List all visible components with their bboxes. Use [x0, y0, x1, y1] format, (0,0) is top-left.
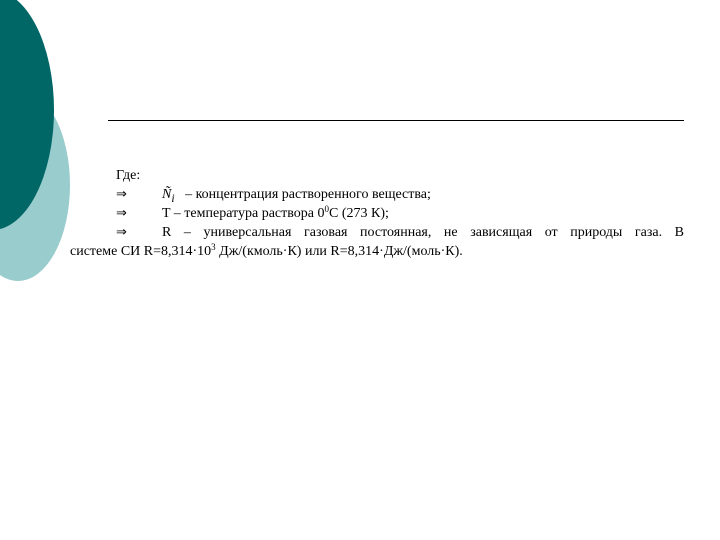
- concentration-symbol: Ñ: [162, 187, 172, 202]
- implies-arrow-icon: ⇒: [116, 206, 127, 221]
- list-item: [70, 223, 684, 242]
- list-item: [70, 185, 684, 204]
- implies-arrow-icon: ⇒: [116, 225, 127, 240]
- temperature-text-before: T – температура раствора 0: [162, 206, 325, 221]
- si-exponent: 3: [211, 242, 216, 252]
- si-text-part1: системе СИ R=8,314·10: [70, 244, 212, 259]
- continuation-line: [70, 242, 684, 261]
- temperature-text-after: C (273 К);: [328, 206, 389, 221]
- item-temperature: [162, 204, 389, 223]
- concentration-subscript: i: [171, 191, 175, 205]
- slide-body: [70, 166, 684, 261]
- temperature-degree-sup: 0: [324, 204, 329, 214]
- si-text-part2: Дж/(кмоль·К) или R=8,314·Дж/(моль·К).: [215, 244, 463, 259]
- implies-arrow-icon: ⇒: [116, 187, 127, 202]
- gas-constant-values: [70, 242, 463, 261]
- list-item: [70, 204, 684, 223]
- heading-label: Где:: [116, 168, 141, 183]
- concentration-text: – концентрация растворенного вещества;: [185, 187, 431, 202]
- title-rule: [108, 120, 684, 121]
- item-gas-constant: R – универсальная газовая постоянная, не зависящая от природы газа. В: [162, 225, 684, 240]
- heading-line: [70, 166, 684, 185]
